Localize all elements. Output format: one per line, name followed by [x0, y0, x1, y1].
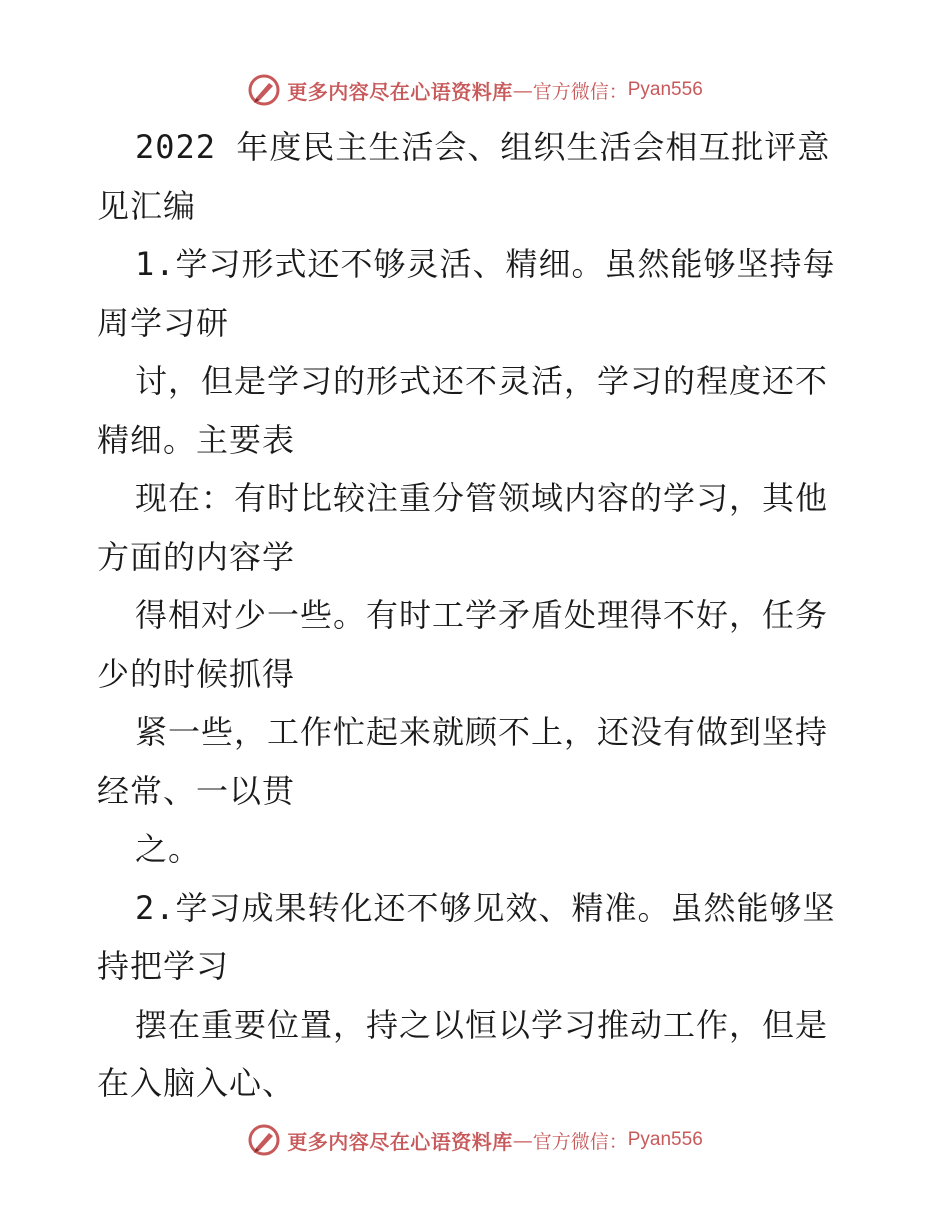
text-line: 精细。主要表	[97, 420, 296, 459]
doc-title-line-2: 见汇编	[97, 186, 197, 225]
text-line: 周学习研	[97, 303, 230, 342]
text-line: 少的时候抓得	[97, 654, 296, 693]
banner-wechat-label: 官方微信：	[532, 80, 628, 103]
text-line: 讨，但是学习的形式还不灵活，学习的程度还不	[135, 362, 829, 400]
text-line: 1.学习形式还不够灵活、精细。虽然能够坚持每	[135, 245, 836, 283]
banner-separator: —	[512, 78, 533, 102]
banner-wechat-id: Pyan556	[627, 79, 703, 100]
banner-title: 更多内容尽在心语资料库	[287, 1129, 513, 1154]
doc-title-line-1: 2022 年度民主生活会、组织生活会相互批评意	[135, 128, 831, 166]
banner-wechat-id: Pyan556	[627, 1129, 703, 1150]
text-line: 2.学习成果转化还不够见效、精准。虽然能够坚	[135, 888, 836, 927]
text-line: 持把学习	[97, 947, 230, 985]
banner-title: 更多内容尽在心语资料库	[287, 79, 513, 104]
text-line: 之。	[135, 830, 202, 868]
text-line: 现在：有时比较注重分管领域内容的学习，其他	[135, 479, 829, 517]
footer-banner	[0, 1120, 950, 1160]
text-line: 得相对少一些。有时工学矛盾处理得不好，任务	[135, 596, 829, 634]
text-line: 经常、一以贯	[97, 771, 296, 810]
text-line: 方面的内容学	[97, 537, 296, 576]
text-line: 在入脑入心、	[97, 1064, 296, 1102]
text-line: 紧一些，工作忙起来就顾不上，还没有做到坚持	[135, 713, 829, 751]
pen-logo-icon	[247, 1123, 281, 1157]
text-line: 摆在重要位置，持之以恒以学习推动工作，但是	[135, 1005, 829, 1044]
document-body	[97, 118, 857, 1113]
pen-logo-icon	[247, 73, 281, 107]
banner-wechat-label: 官方微信：	[532, 1130, 628, 1153]
header-banner	[0, 70, 950, 110]
banner-separator: —	[512, 1128, 533, 1152]
